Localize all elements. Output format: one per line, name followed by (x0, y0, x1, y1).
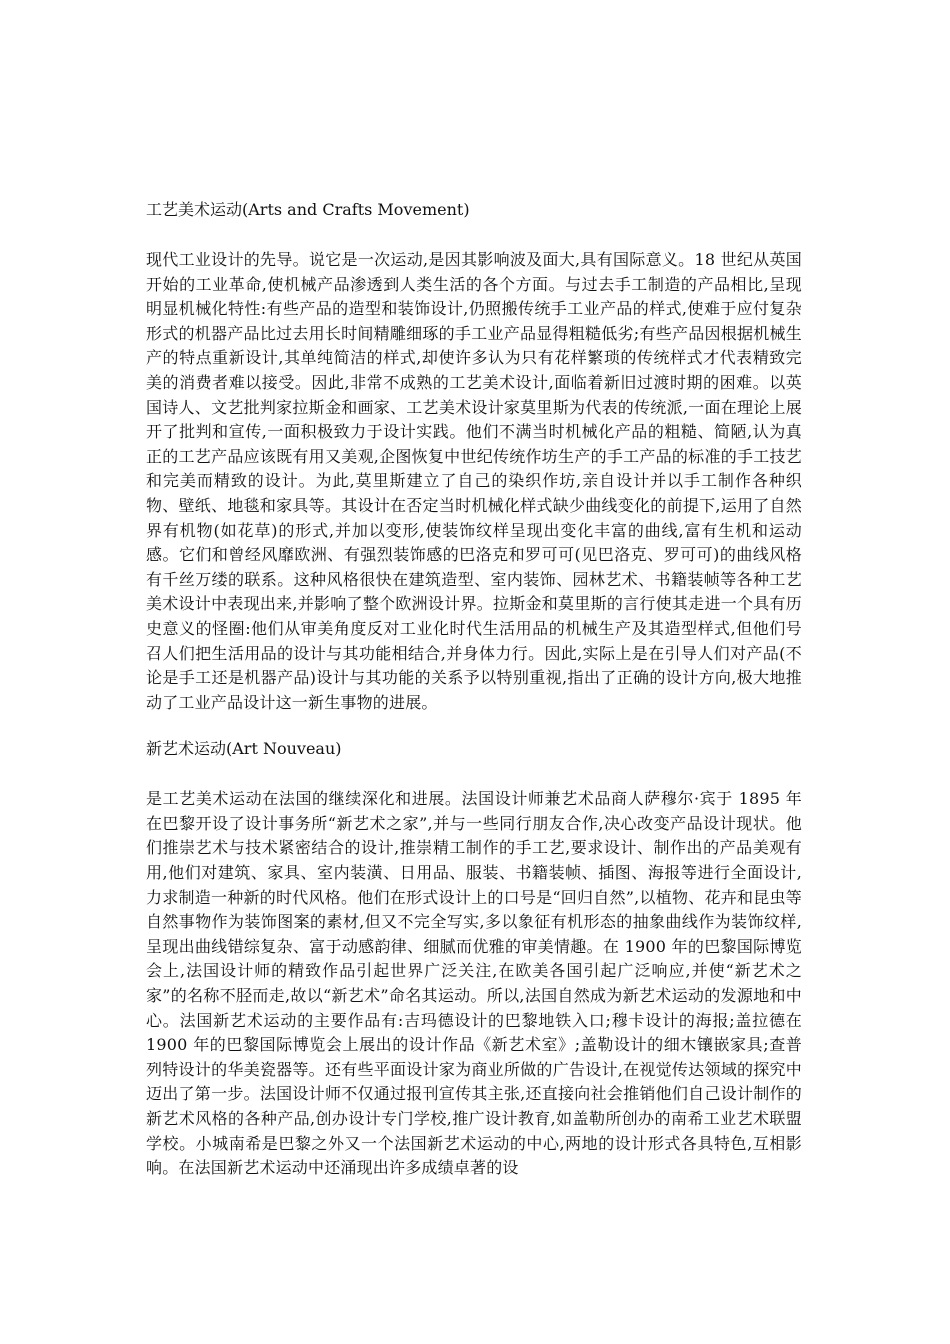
section-body-arts-and-crafts: 现代工业设计的先导。说它是一次运动,是因其影响波及面大,具有国际意义。18 世纪从英国开始的工业革命,使机械产品渗透到人类生活的各个方面。与过去手工制造的产品相比,呈现明显机械化特性:有些产品的造型和装饰设计,仍照搬传统手工业产品的样式,使难于应付复杂形式的机器产品比过去用长时间精雕细琢的手工业产品显得粗糙低劣;有些产品因根据机械生产的特点重新设计,其单纯简洁的样式,却使许多认为只有花样繁琐的传统样式才代表精致完美的消费者难以接受。因此,非常不成熟的工艺美术设计,面临着新旧过渡时期的困难。以英国诗人、文艺批判家拉斯金和画家、工艺美术设计家莫里斯为代表的传统派,一面在理论上展开了批判和宣传,一面积极致力于设计实践。他们不满当时机械化产品的粗糙、简陋,认为真正的工艺产品应该既有用又美观,企图恢复中世纪传统作坊生产的手工产品的标准的手工技艺和完美而精致的设计。为此,莫里斯建立了自己的染织作坊,亲自设计并以手工制作各种织物、壁纸、地毯和家具等。其设计在否定当时机械化样式缺少曲线变化的前提下,运用了自然界有机物(如花草)的形式,并加以变形,使装饰纹样呈现出变化丰富的曲线,富有生机和运动感。它们和曾经风靡欧洲、有强烈装饰感的巴洛克和罗可可(见巴洛克、罗可可)的曲线风格有千丝万缕的联系。这种风格很快在建筑造型、室内装饰、园林艺术、书籍装帧等各种工艺美术设计中表现出来,并影响了整个欧洲设计界。拉斯金和莫里斯的言行使其走进一个具有历史意义的怪圈:他们从审美角度反对工业化时代生活用品的机械生产及其造型样式,但他们号召人们把生活用品的设计与其功能相结合,并身体力行。因此,实际上是在引导人们对产品(不论是手工还是机器产品)设计与其功能的关系予以特别重视,指出了正确的设计方向,极大地推动了工业产品设计这一新生事物的进展。 (146, 250, 802, 712)
section-body-art-nouveau: 是工艺美术运动在法国的继续深化和进展。法国设计师兼艺术品商人萨穆尔·宾于 1895 年在巴黎开设了设计事务所“新艺术之家”,并与一些同行朋友合作,决心改变产品设计现状。他们推崇艺术与技术紧密结合的设计,推崇精工制作的手工艺,要求设计、制作出的产品美观有用,他们对建筑、家具、室内装潢、日用品、服装、书籍装帧、插图、海报等进行全面设计,力求制造一种新的时代风格。他们在形式设计上的口号是“回归自然”,以植物、花卉和昆虫等自然事物作为装饰图案的素材,但又不完全写实,多以象征有机形态的抽象曲线作为装饰纹样,呈现出曲线错综复杂、富于动感韵律、细腻而优雅的审美情趣。在 1900 年的巴黎国际博览会上,法国设计师的精致作品引起世界广泛关注,在欧美各国引起广泛响应,并使“新艺术之家”的名称不胫而走,故以“新艺术”命名其运动。所以,法国自然成为新艺术运动的发源地和中心。法国新艺术运动的主要作品有:吉玛德设计的巴黎地铁入口;穆卡设计的海报;盖拉德在 1900 年的巴黎国际博览会上展出的设计作品《新艺术室》;盖勒设计的细木镶嵌家具;查普列特设计的华美瓷器等。还有些平面设计家为商业所做的广告设计,在视觉传达领域的探究中迈出了第一步。法国设计师不仅通过报刊宣传其主张,还直接向社会推销他们自己设计制作的新艺术风格的各种产品,创办设计专门学校,推广设计教育,如盖勒所创办的南希工业艺术联盟学校。小城南希是巴黎之外又一个法国新艺术运动的中心,两地的设计形式各具特色,互相影响。在法国新艺术运动中还涌现出许多成绩卓著的设 (146, 789, 802, 1178)
document-page (146, 196, 802, 1181)
section-heading-art-nouveau: 新艺术运动(Art Nouveau) (146, 739, 342, 759)
section-heading-arts-and-crafts: 工艺美术运动(Arts and Crafts Movement) (146, 200, 470, 219)
